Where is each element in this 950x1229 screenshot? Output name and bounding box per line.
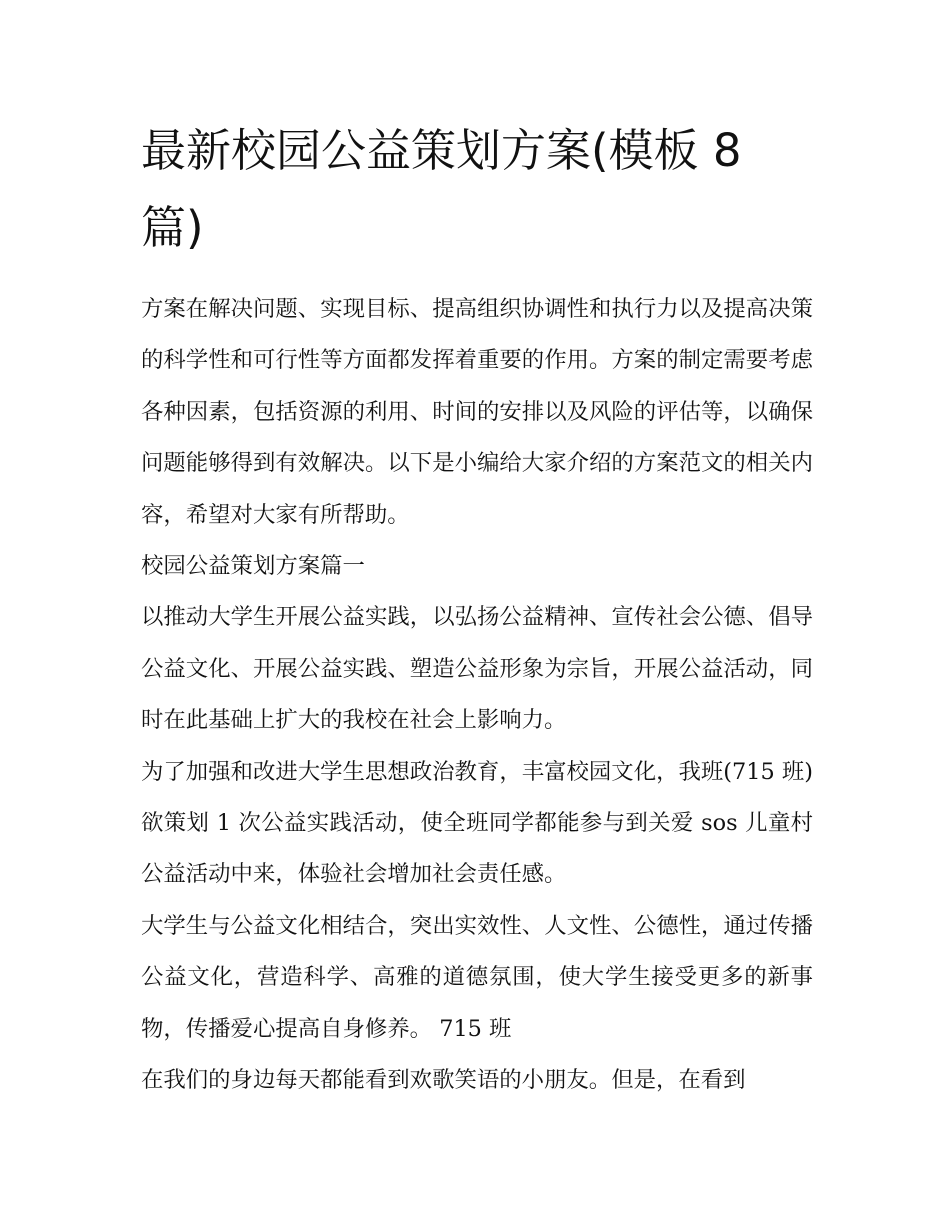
document-body [141, 112, 813, 1107]
section-heading: 校园公益策划方案篇一 [141, 553, 365, 580]
paragraph: 为了加强和改进大学生思想政治教育，丰富校园文化，我班(715 班)欲策划 1 次公益实践活动，使全班同学都能参与到关爱 sos 儿童村公益活动中来，体验社会增加社会责任感。 [141, 758, 813, 888]
paragraph: 在我们的身边每天都能看到欢歌笑语的小朋友。但是，在看到 [141, 1067, 746, 1094]
paragraph: 大学生与公益文化相结合，突出实效性、人文性、公德性，通过传播公益文化，营造科学、高雅的道德氛围，使大学生接受更多的新事物，传播爱心提高自身修养。 715 班 [141, 912, 813, 1042]
document-title: 最新校园公益策划方案(模板 8 篇) [141, 124, 742, 254]
paragraph: 以推动大学生开展公益实践，以弘扬公益精神、宣传社会公德、倡导公益文化、开展公益实践、塑造公益形象为宗旨，开展公益活动，同时在此基础上扩大的我校在社会上影响力。 [141, 604, 813, 734]
paragraph-intro: 方案在解决问题、实现目标、提高组织协调性和执行力以及提高决策的科学性和可行性等方面都发挥着重要的作用。方案的制定需要考虑各种因素，包括资源的利用、时间的安排以及风险的评估等，以确保问题能够得到有效解决。以下是小编给大家介绍的方案范文的相关内容，希望对大家有所帮助。 [141, 296, 813, 528]
